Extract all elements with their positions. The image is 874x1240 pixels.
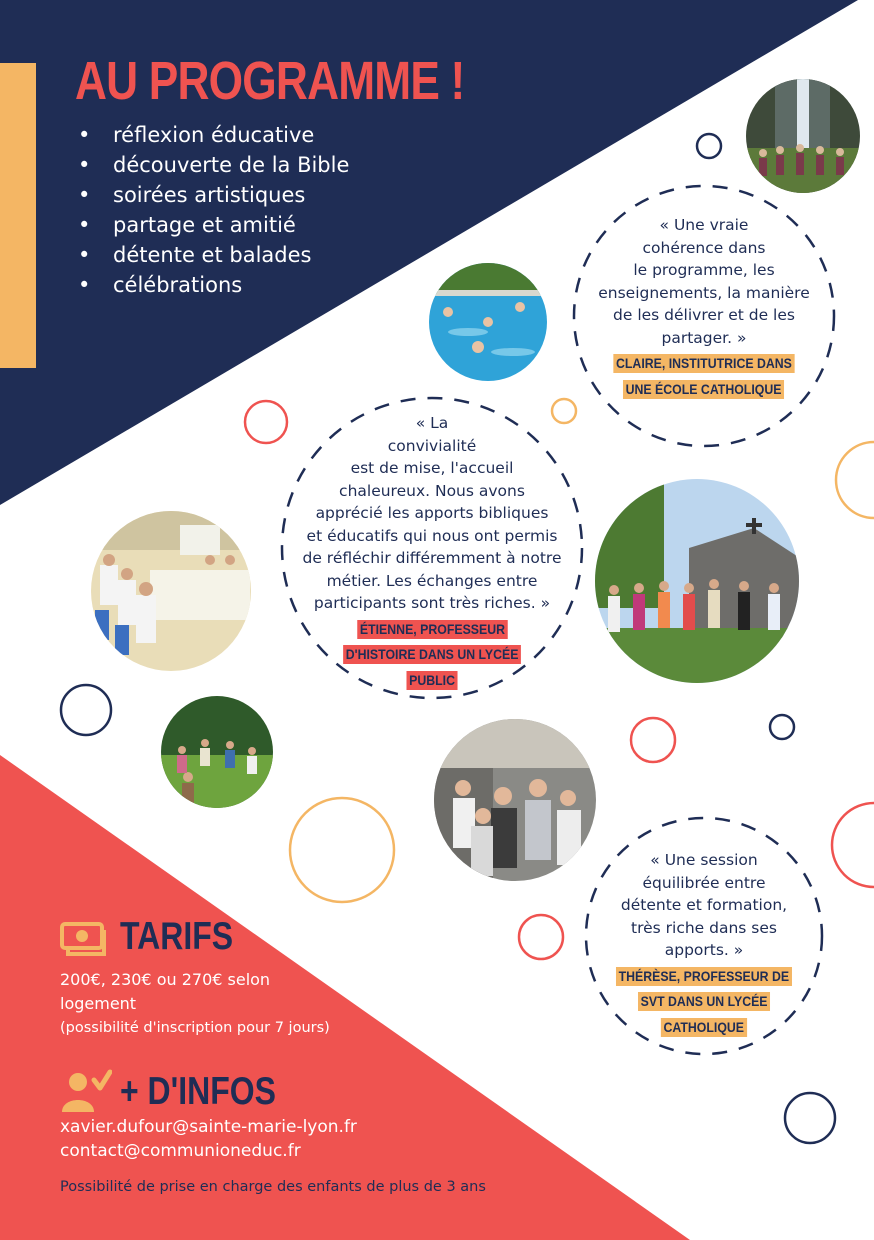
quote-line: de réfléchir différemment à notre [302,549,562,567]
testimonial-author: PUBLIC [406,671,457,690]
testimonial-author: THÉRÈSE, PROFESSEUR DE [616,967,792,986]
quote-line: et éducatifs qui nous ont permis [306,526,558,545]
program-item: • détente et balades [78,240,349,270]
quote-line: « La [415,414,449,432]
testimonial-etienne [272,412,592,691]
testimonial-author: CATHOLIQUE [661,1018,747,1037]
tarifs-price-line: 200€, 230€ ou 270€ selon [60,970,271,989]
photo-waterfall-group [745,78,861,194]
photo-pool [428,262,548,382]
program-item: • partage et amitié [78,210,349,240]
program-item: • découverte de la Bible [78,150,349,180]
quote-line: participants sont très riches. » [313,594,551,612]
money-icon [60,922,106,956]
tarifs-title: TARIFS [120,915,234,958]
email-link[interactable]: contact@communioneduc.fr [60,1141,301,1161]
quote-line: partager. » [661,328,747,347]
quote-line: convivialité [387,436,477,455]
program-item: • soirées artistiques [78,180,349,210]
infos-title: + D'INFOS [120,1070,276,1113]
quote-line: est de mise, l'accueil [350,459,514,477]
testimonial-claire [578,214,830,400]
quote-line: enseignements, la manière [598,283,810,302]
quote-line: le programme, les [633,261,775,279]
quote-line: chaleureux. Nous avons [339,481,525,500]
testimonial-author: D'HISTOIRE DANS UN LYCÉE [343,645,521,664]
email-link[interactable]: xavier.dufour@sainte-marie-lyon.fr [60,1117,357,1137]
quote-line: apprécié les apports bibliques [315,504,549,522]
person-check-icon [60,1068,112,1114]
tarifs-note: (possibilité d'inscription pour 7 jours) [60,1020,330,1036]
infos-emails [60,1115,357,1163]
quote-line: équilibrée entre [642,873,766,892]
testimonial-author: UNE ÉCOLE CATHOLIQUE [623,380,784,399]
quote-line: très riche dans ses [631,918,777,937]
quote-line: détente et formation, [620,896,788,914]
quote-line: cohérence dans [642,238,766,257]
quote-line: de les délivrer et de les [613,306,795,324]
photo-chapel-group [594,478,800,684]
quote-line: « Une vraie [659,216,749,234]
program-title: AU PROGRAMME ! [75,51,465,111]
quote-line: métier. Les échanges entre [326,571,538,590]
photo-meeting-room [90,510,252,672]
program-list [78,120,349,300]
tarifs-price-line: logement [60,994,137,1013]
program-item: • célébrations [78,270,349,300]
quote-line: apports. » [664,941,744,959]
photo-garden-circle [160,695,275,810]
program-item: • réflexion éducative [78,120,349,150]
testimonial-author: ÉTIENNE, PROFESSEUR [357,620,507,639]
testimonial-author: CLAIRE, INSTITUTRICE DANS [613,354,794,373]
infos-footnote: Possibilité de prise en charge des enfants de plus de 3 ans [60,1179,486,1195]
tarifs-price [60,968,330,1040]
testimonial-author: SVT DANS UN LYCÉE [638,992,770,1011]
quote-line: « Une session [650,851,758,869]
photo-indoor-group [433,718,598,883]
testimonial-therese [594,849,814,1038]
